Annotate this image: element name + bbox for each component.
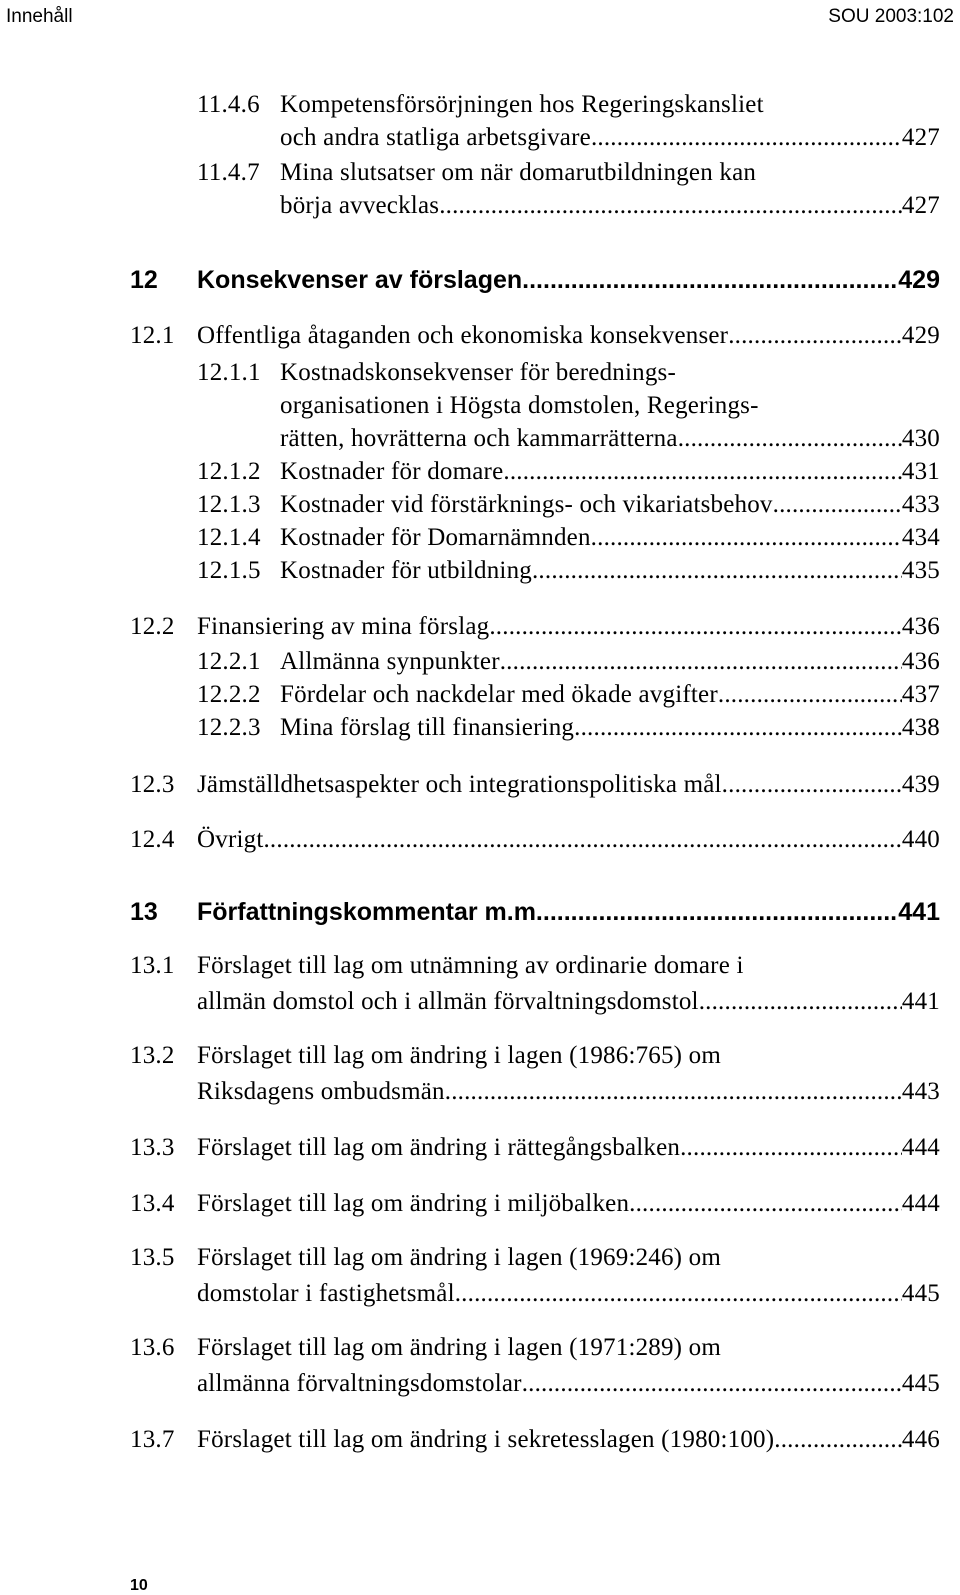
toc-entry-page: 434 xyxy=(901,524,940,551)
toc-entry-text: Författningskommentar m.m. xyxy=(197,898,543,926)
toc-entry-text: Förslaget till lag om ändring i lagen (1969:246) om xyxy=(197,1244,722,1271)
toc-entry-line xyxy=(197,948,940,984)
toc-entry-page: 436 xyxy=(901,613,940,640)
toc-entry-number: 13.6 xyxy=(130,1334,175,1361)
toc-entry-page: 427 xyxy=(901,192,940,219)
dot-leader xyxy=(678,422,902,455)
toc-entry-line xyxy=(280,156,940,189)
toc-entry-page: 433 xyxy=(901,491,940,518)
toc-entry-number: 11.4.7 xyxy=(197,159,260,186)
toc-entry-line-last xyxy=(197,609,940,645)
toc-entry-number: 13.3 xyxy=(130,1134,175,1161)
toc-entry-line-last xyxy=(280,488,940,521)
page-number: 10 xyxy=(130,1577,148,1594)
toc-entry-page: 429 xyxy=(898,266,940,294)
dot-leader xyxy=(774,1422,902,1458)
toc-entry-number: 13.7 xyxy=(130,1426,175,1453)
dot-leader xyxy=(263,822,901,858)
toc-entry-title xyxy=(280,156,940,222)
toc-entry-title xyxy=(197,318,940,354)
toc-entry-line-last xyxy=(197,984,940,1020)
toc-entry-number: 12.3 xyxy=(130,771,175,798)
toc-entry-page: 435 xyxy=(901,557,940,584)
toc-entry-number: 12.2.2 xyxy=(197,681,261,708)
dot-leader xyxy=(629,1186,902,1222)
toc-entry-text: Fördelar och nackdelar med ökade avgifter xyxy=(280,681,718,708)
toc-entry-text: och andra statliga arbetsgivare xyxy=(280,124,591,151)
toc-entry-number: 12.2.1 xyxy=(197,648,261,675)
toc-entry-line-last xyxy=(280,422,940,455)
toc-entry-line-last xyxy=(197,1422,940,1458)
toc-entry-text: Finansiering av mina förslag xyxy=(197,613,490,640)
toc-entry-title xyxy=(280,356,940,455)
dot-leader xyxy=(503,455,902,488)
toc-entry-line-last xyxy=(197,1366,940,1402)
toc-entry-line xyxy=(197,1330,940,1366)
toc-entry-text: Kostnader vid förstärknings- och vikariatsbehov xyxy=(280,491,773,518)
toc-entry-text: Mina förslag till finansiering xyxy=(280,714,575,741)
dot-leader xyxy=(543,894,898,930)
toc-entry-title xyxy=(280,711,940,744)
dot-leader xyxy=(489,609,902,645)
toc-entry-page: 436 xyxy=(901,648,940,675)
toc-entry-title xyxy=(280,488,940,521)
toc-entry-number: 12.4 xyxy=(130,826,175,853)
toc-entry-text: Offentliga åtaganden och ekonomiska konsekvenser xyxy=(197,322,729,349)
toc-entry-line-last xyxy=(197,262,940,298)
toc-entry-page: 444 xyxy=(901,1134,940,1161)
toc-entry-line xyxy=(280,389,940,422)
toc-entry-text: Förslaget till lag om ändring i lagen (1986:765) om xyxy=(197,1042,722,1069)
toc-entry-line-last xyxy=(197,822,940,858)
dot-leader xyxy=(445,1074,902,1110)
toc-entry-text: Mina slutsatser om när domarutbildningen kan xyxy=(280,159,757,186)
toc-entry-line-last xyxy=(197,1276,940,1312)
toc-entry-number: 13 xyxy=(130,898,158,926)
dot-leader xyxy=(591,521,902,554)
toc-entry-text: allmän domstol och i allmän förvaltningsdomstol xyxy=(197,988,699,1015)
toc-entry-title xyxy=(197,1240,940,1312)
toc-entry-number: 12 xyxy=(130,266,158,294)
toc-entry-title xyxy=(197,894,940,930)
toc-entry-text: rätten, hovrätterna och kammarrätterna xyxy=(280,425,678,452)
toc-entry-text: Kostnader för utbildning xyxy=(280,557,532,584)
toc-entry-text: Kompetensförsörjningen hos Regeringskansliet xyxy=(280,91,764,118)
toc-entry-text: Förslaget till lag om ändring i sekretesslagen (1980:100) xyxy=(197,1426,775,1453)
toc-entry-line-last xyxy=(280,189,940,222)
toc-entry-text: allmänna förvaltningsdomstolar xyxy=(197,1370,522,1397)
toc-entry-page: 441 xyxy=(898,898,940,926)
toc-entry-text: Konsekvenser av förslagen xyxy=(197,266,523,294)
toc-entry-title xyxy=(280,554,940,587)
dot-leader xyxy=(722,767,902,803)
toc-entry-page: 429 xyxy=(901,322,940,349)
running-header xyxy=(6,6,954,30)
toc-entry-text: Förslaget till lag om ändring i rättegångsbalken xyxy=(197,1134,681,1161)
toc-entry-line-last xyxy=(197,1074,940,1110)
toc-entry-title xyxy=(280,88,940,154)
toc-entry-page: 445 xyxy=(901,1370,940,1397)
toc-entry-number: 13.5 xyxy=(130,1244,175,1271)
toc-entry-page: 427 xyxy=(901,124,940,151)
dot-leader xyxy=(718,678,902,711)
toc-entry-number: 12.2 xyxy=(130,613,175,640)
toc-entry-title xyxy=(197,1186,940,1222)
toc-entry-text: Kostnader för domare xyxy=(280,458,504,485)
toc-entry-title xyxy=(197,822,940,858)
toc-entry-page: 430 xyxy=(901,425,940,452)
dot-leader xyxy=(522,262,898,298)
toc-entry-title xyxy=(197,1422,940,1458)
toc-entry-text: Jämställdhetsaspekter och integrationspolitiska mål xyxy=(197,771,722,798)
toc-entry-number: 12.1.2 xyxy=(197,458,261,485)
toc-entry-page: 444 xyxy=(901,1190,940,1217)
toc-entry-text: Riksdagens ombudsmän xyxy=(197,1078,445,1105)
toc-entry-text: organisationen i Högsta domstolen, Regerings- xyxy=(280,392,759,419)
toc-entry-title xyxy=(280,678,940,711)
toc-entry-text: Kostnader för Domarnämnden xyxy=(280,524,591,551)
toc-entry-text: Förslaget till lag om ändring i lagen (1971:289) om xyxy=(197,1334,722,1361)
toc-entry-line xyxy=(197,1240,940,1276)
toc-entry-line-last xyxy=(280,678,940,711)
toc-entry-page: 440 xyxy=(901,826,940,853)
toc-entry-number: 12.1 xyxy=(130,322,175,349)
toc-entry-title xyxy=(280,455,940,488)
toc-entry-line-last xyxy=(197,894,940,930)
dot-leader xyxy=(728,318,902,354)
toc-entry-number: 13.1 xyxy=(130,952,175,979)
header-report-id: SOU 2003:102 xyxy=(828,6,954,27)
dot-leader xyxy=(532,554,902,587)
toc-entry-page: 439 xyxy=(901,771,940,798)
toc-entry-number: 13.2 xyxy=(130,1042,175,1069)
toc-entry-page: 446 xyxy=(901,1426,940,1453)
toc-entry-line-last xyxy=(280,455,940,488)
toc-entry-title xyxy=(280,521,940,554)
toc-entry-page: 437 xyxy=(901,681,940,708)
toc-entry-title xyxy=(197,609,940,645)
toc-entry-text: Allmänna synpunkter xyxy=(280,648,500,675)
toc-entry-title xyxy=(197,1330,940,1402)
dot-leader xyxy=(500,645,902,678)
toc-entry-number: 12.1.4 xyxy=(197,524,261,551)
toc-entry-line-last xyxy=(280,521,940,554)
toc-entry-text: börja avvecklas xyxy=(280,192,440,219)
toc-entry-line-last xyxy=(280,645,940,678)
toc-entry-page: 445 xyxy=(901,1280,940,1307)
toc-entry-line-last xyxy=(197,1186,940,1222)
dot-leader xyxy=(680,1130,902,1166)
toc-entry-text: domstolar i fastighetsmål xyxy=(197,1280,455,1307)
toc-entry-line-last xyxy=(197,318,940,354)
toc-entry-title xyxy=(197,1038,940,1110)
toc-entry-number: 12.1.1 xyxy=(197,359,261,386)
toc-entry-title xyxy=(197,767,940,803)
toc-entry-page: 441 xyxy=(901,988,940,1015)
toc-entry-number: 11.4.6 xyxy=(197,91,260,118)
toc-entry-text: Förslaget till lag om utnämning av ordinarie domare i xyxy=(197,952,744,979)
toc-entry-line xyxy=(280,88,940,121)
toc-entry-page: 438 xyxy=(901,714,940,741)
dot-leader xyxy=(455,1276,902,1312)
dot-leader xyxy=(522,1366,902,1402)
toc-entry-title xyxy=(280,645,940,678)
toc-entry-title xyxy=(197,1130,940,1166)
toc-entry-line-last xyxy=(280,711,940,744)
toc-entry-text: Övrigt xyxy=(197,826,264,853)
dot-leader xyxy=(574,711,902,744)
toc-entry-number: 12.1.5 xyxy=(197,557,261,584)
toc-entry-line-last xyxy=(280,121,940,154)
toc-entry-number: 12.2.3 xyxy=(197,714,261,741)
toc-entry-line-last xyxy=(280,554,940,587)
toc-entry-number: 12.1.3 xyxy=(197,491,261,518)
toc-entry-title xyxy=(197,262,940,298)
dot-leader xyxy=(439,189,902,222)
toc-entry-text: Kostnadskonsekvenser för berednings- xyxy=(280,359,676,386)
toc-entry-title xyxy=(197,948,940,1020)
toc-entry-page: 443 xyxy=(901,1078,940,1105)
toc-entry-number: 13.4 xyxy=(130,1190,175,1217)
dot-leader xyxy=(591,121,902,154)
toc-entry-text: Förslaget till lag om ändring i miljöbalken xyxy=(197,1190,630,1217)
dot-leader xyxy=(699,984,902,1020)
header-section-label: Innehåll xyxy=(6,6,73,27)
toc-entry-line-last xyxy=(197,767,940,803)
toc-entry-line xyxy=(280,356,940,389)
dot-leader xyxy=(773,488,902,521)
toc-entry-line xyxy=(197,1038,940,1074)
toc-entry-line-last xyxy=(197,1130,940,1166)
toc-entry-page: 431 xyxy=(901,458,940,485)
